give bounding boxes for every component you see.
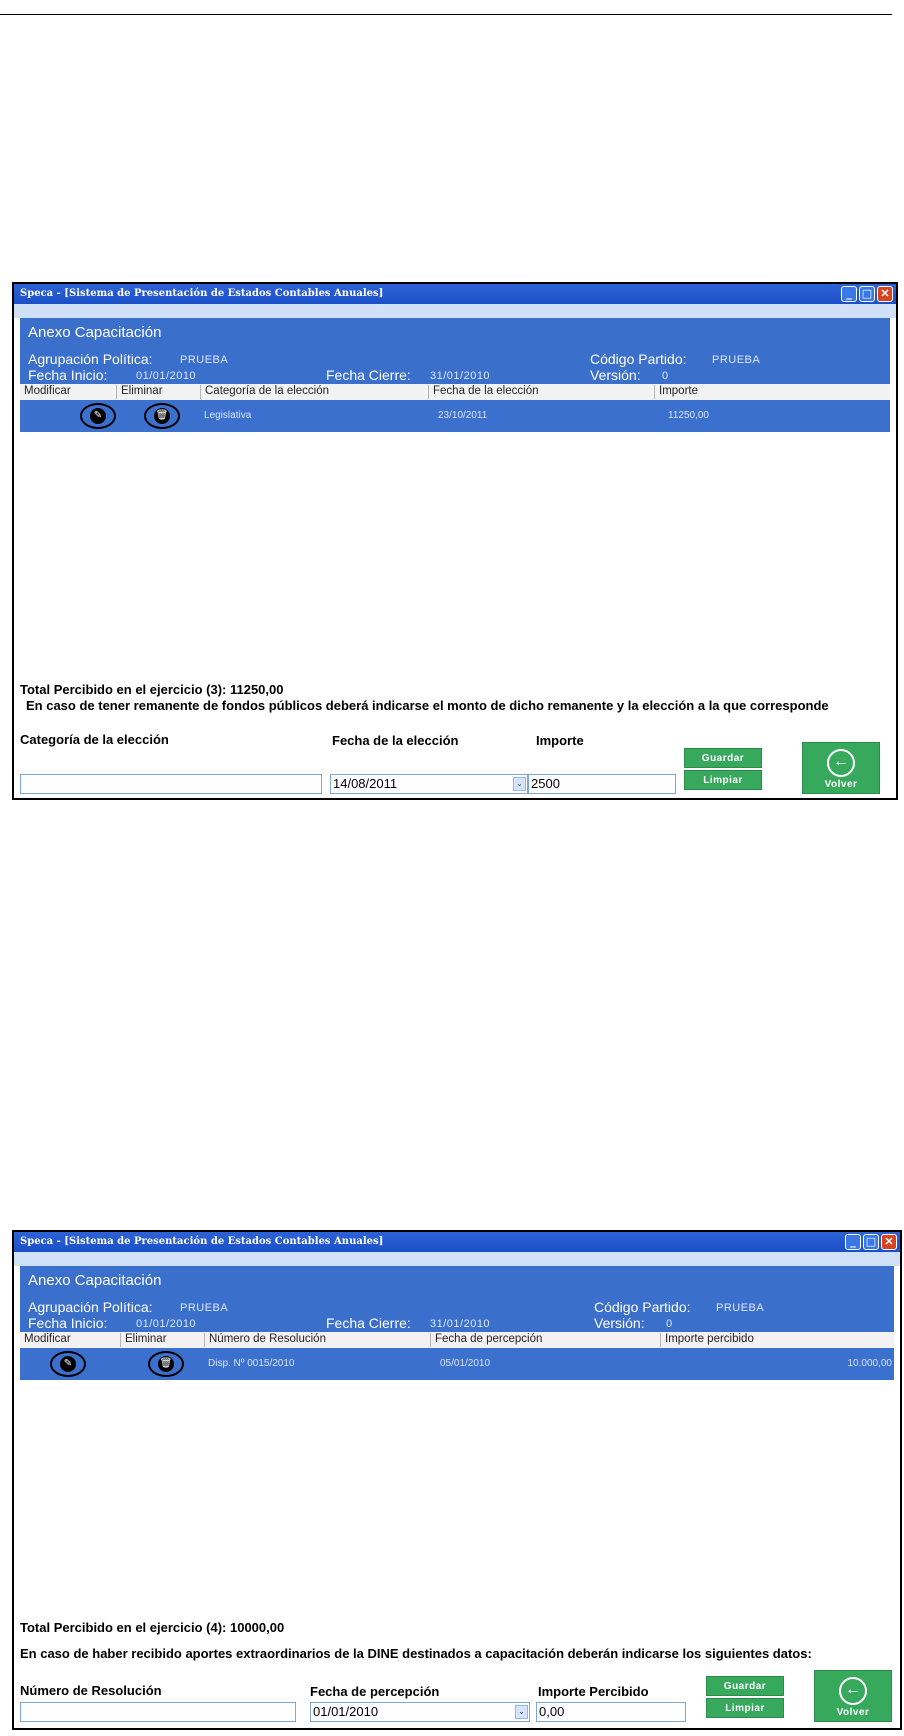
title-bar <box>14 1232 900 1252</box>
col-numero-resolucion[interactable]: Número de Resolución <box>204 1333 326 1347</box>
fecha-cierre-value: 31/01/2010 <box>430 1318 491 1330</box>
trash-icon: 🗑 <box>158 1356 174 1372</box>
cell-fecha: 23/10/2011 <box>438 410 488 421</box>
fecha-percepcion-label: Fecha de percepción <box>310 1684 440 1699</box>
arrow-left-icon: ← <box>827 749 855 777</box>
agrupacion-label: Agrupación Política: <box>28 1299 153 1315</box>
total-percibido: Total Percibido en el ejercicio (3): 11250,00 <box>20 682 284 697</box>
cell-fecha-percepcion: 05/01/2010 <box>440 1358 491 1369</box>
delete-button[interactable] <box>148 1351 184 1377</box>
panel-title: Anexo Capacitación <box>28 324 162 341</box>
fecha-cierre-label: Fecha Cierre: <box>326 367 411 383</box>
arrow-left-icon: ← <box>839 1677 867 1705</box>
chevron-down-icon[interactable]: ⌄ <box>515 1705 528 1719</box>
maximize-icon: □ <box>861 287 873 300</box>
minimize-icon: _ <box>846 287 852 300</box>
cell-numero-resolucion: Disp. Nº 0015/2010 <box>208 1358 295 1369</box>
delete-button[interactable] <box>144 403 180 429</box>
agrupacion-label: Agrupación Política: <box>28 351 153 367</box>
fecha-eleccion-select[interactable] <box>330 774 528 794</box>
fecha-inicio-value: 01/01/2010 <box>136 1318 197 1330</box>
fecha-inicio-label: Fecha Inicio: <box>28 1315 108 1331</box>
importe-label: Importe <box>536 733 584 748</box>
maximize-button[interactable] <box>859 286 875 302</box>
maximize-button[interactable] <box>863 1234 879 1250</box>
window-controls <box>841 286 893 302</box>
pencil-icon: ✎ <box>60 1356 76 1372</box>
col-categoria[interactable]: Categoría de la elección <box>200 385 329 399</box>
maximize-icon: □ <box>865 1235 877 1248</box>
minimize-icon: _ <box>850 1235 856 1248</box>
importe-percibido-input[interactable]: 0,00 <box>536 1702 686 1722</box>
close-button[interactable] <box>877 286 893 302</box>
close-icon: ✕ <box>884 1235 894 1248</box>
table-row[interactable] <box>20 1348 894 1380</box>
volver-button[interactable] <box>814 1670 892 1722</box>
grid-header <box>20 1332 894 1349</box>
fecha-inicio-value: 01/01/2010 <box>136 370 197 382</box>
col-modificar[interactable]: Modificar <box>24 1333 71 1345</box>
close-button[interactable] <box>881 1234 897 1250</box>
fecha-percepcion-select[interactable] <box>310 1702 530 1722</box>
agrupacion-value: PRUEBA <box>180 1302 229 1314</box>
volver-button[interactable] <box>802 742 880 794</box>
col-importe[interactable]: Importe <box>654 385 698 399</box>
version-value: 0 <box>666 1318 673 1330</box>
minimize-button[interactable] <box>841 286 857 302</box>
fecha-eleccion-label: Fecha de la elección <box>332 733 459 748</box>
codigo-label: Código Partido: <box>594 1299 691 1315</box>
app-window-remanente <box>12 282 898 800</box>
close-icon: ✕ <box>880 287 890 300</box>
categoria-label: Categoría de la elección <box>20 732 169 747</box>
minimize-button[interactable] <box>845 1234 861 1250</box>
trash-icon: 🗑 <box>154 408 170 424</box>
fecha-inicio-label: Fecha Inicio: <box>28 367 108 383</box>
col-modificar[interactable]: Modificar <box>24 385 71 397</box>
col-importe-percibido[interactable]: Importe percibido <box>660 1333 754 1347</box>
cell-importe: 11250,00 <box>668 410 709 421</box>
volver-label: Volver <box>836 1707 870 1718</box>
cell-categoria: Legislativa <box>204 410 252 421</box>
edit-button[interactable] <box>80 403 116 429</box>
total-percibido: Total Percibido en el ejercicio (4): 10000,00 <box>20 1620 285 1635</box>
window-controls <box>845 1234 897 1250</box>
version-value: 0 <box>662 370 669 382</box>
importe-percibido-label: Importe Percibido <box>538 1684 649 1699</box>
agrupacion-value: PRUEBA <box>180 354 229 366</box>
importe-input[interactable]: 2500 <box>528 774 676 794</box>
fecha-cierre-value: 31/01/2010 <box>430 370 491 382</box>
page-header-rule <box>0 14 892 15</box>
col-fecha-percepcion[interactable]: Fecha de percepción <box>430 1333 542 1347</box>
grid-header <box>20 384 890 401</box>
version-label: Versión: <box>594 1315 645 1331</box>
codigo-value: PRUEBA <box>712 354 761 366</box>
guardar-button[interactable]: Guardar <box>706 1676 784 1696</box>
numero-resolucion-input[interactable] <box>20 1702 296 1722</box>
fecha-cierre-label: Fecha Cierre: <box>326 1315 411 1331</box>
limpiar-button[interactable]: Limpiar <box>706 1698 784 1718</box>
menu-strip <box>14 304 896 318</box>
panel-title: Anexo Capacitación <box>28 1272 162 1289</box>
window-title: Speca - [Sistema de Presentación de Estados Contables Anuales] <box>20 288 384 299</box>
remanente-note: En caso de tener remanente de fondos públicos deberá indicarse el monto de dicho remanente y la elección a la que corresponde <box>26 698 829 713</box>
categoria-input[interactable] <box>20 774 322 794</box>
table-row[interactable] <box>20 400 890 432</box>
edit-button[interactable] <box>50 1351 86 1377</box>
codigo-label: Código Partido: <box>590 351 687 367</box>
info-header <box>20 318 890 384</box>
cell-importe-percibido: 10.000,00 <box>847 1358 892 1369</box>
pencil-icon: ✎ <box>90 408 106 424</box>
limpiar-button[interactable]: Limpiar <box>684 770 762 790</box>
aportes-note: En caso de haber recibido aportes extraordinarios de la DINE destinados a capacitación deberán indicarse los siguientes datos: <box>20 1646 812 1661</box>
col-eliminar[interactable]: Eliminar <box>120 1333 167 1347</box>
guardar-button[interactable]: Guardar <box>684 748 762 768</box>
app-window-aportes <box>12 1230 902 1730</box>
col-eliminar[interactable]: Eliminar <box>116 385 163 399</box>
chevron-down-icon[interactable]: ⌄ <box>513 777 526 791</box>
codigo-value: PRUEBA <box>716 1302 765 1314</box>
title-bar <box>14 284 896 304</box>
menu-strip <box>14 1252 900 1266</box>
numero-resolucion-label: Número de Resolución <box>20 1683 162 1698</box>
info-header <box>20 1266 894 1332</box>
window-title: Speca - [Sistema de Presentación de Estados Contables Anuales] <box>20 1236 384 1247</box>
volver-label: Volver <box>824 779 858 790</box>
fecha-eleccion-value: 14/08/2011 <box>333 776 398 791</box>
version-label: Versión: <box>590 367 641 383</box>
col-fecha[interactable]: Fecha de la elección <box>428 385 538 399</box>
fecha-percepcion-value: 01/01/2010 <box>313 1704 379 1719</box>
